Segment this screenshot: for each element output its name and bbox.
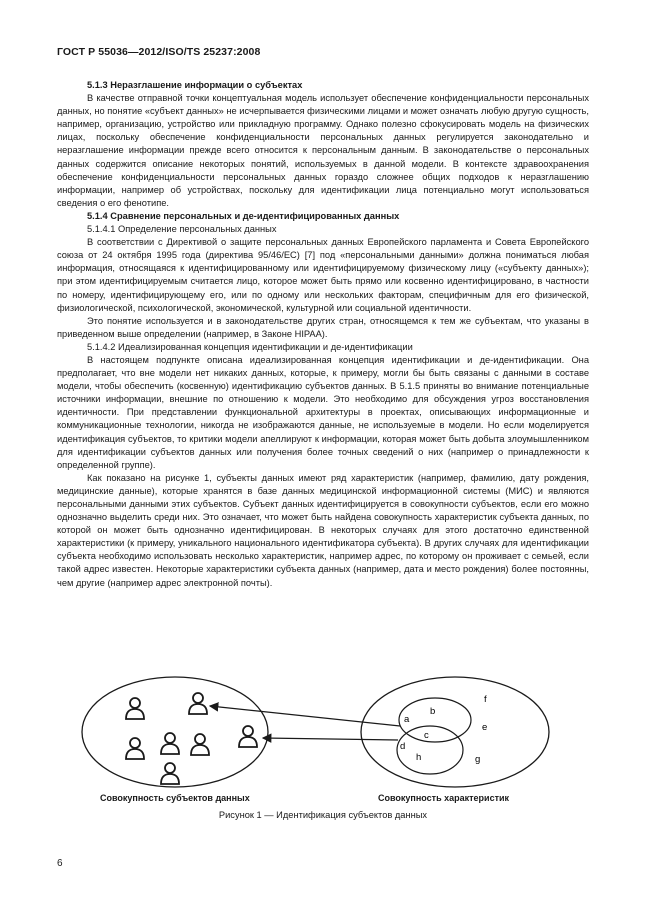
subsection-heading: 5.1.4.1 Определение персональных данных (87, 224, 277, 235)
identification-arrow (263, 738, 398, 740)
body-text (57, 79, 589, 590)
char-label: h (416, 752, 422, 763)
characteristics-subset-1 (399, 698, 471, 742)
person-icon (126, 738, 144, 759)
char-label: e (482, 722, 488, 733)
person-icon (161, 733, 179, 754)
char-label: d (400, 741, 406, 752)
paragraph: В соответствии с Директивой о защите персональных данных Европейского парламента и Совета Европейского союза от 24 октября 1995 года (директива 95/46/ЕС) [7] под «персональными данными» должна пониматься любая информация, относящаяся к идентифицированному или идентифицируемому физическому лицу («субъекту данных»); при этом идентифицируемым считается лицо, которое может быть прямо или косвенно идентифицировано, в частности по номеру, идентифицирующему его, или по одному или нескольких факторам, специфичным для его физической, физиологической, психологической, экономической, культурной или социальной идентичности. (57, 237, 589, 313)
person-icon (126, 698, 144, 719)
person-icon (239, 726, 257, 747)
char-label: c (424, 730, 429, 741)
right-set-label: Совокупность характеристик (378, 793, 510, 803)
figure-caption: Рисунок 1 — Идентификация субъектов данных (218, 810, 428, 820)
page-number: 6 (57, 858, 63, 869)
paragraph: В настоящем подпункте описана идеализированная концепция идентификации и де-идентификации. Она предполагает, что вне модели нет никаких данных, которые, к примеру, могли бы быть связаны с данными в составе модели, чтобы обеспечить (косвенную) идентификацию субъектов данных. В 5.1.5 приняты во внимание потенциальные источники информации, внешние по отношению к модели. Это необходимо для обсуждения угроз восстановления идентичности. При представлении функциональной архитектуры в проектах, описывающих информационные и коммуникационные технологии, никогда не изображаются данные, не используемые в модели. Но если моделируется идентификация субъектов, то критики модели апеллируют к информации, которая может быть добыта злоумышленником для идентификации субъектов данных или получения более точных сведений о них (например о принадлежности к определенной группе). (57, 354, 589, 470)
document-header: ГОСТ Р 55036—2012/ISO/TS 25237:2008 (57, 46, 261, 58)
left-set-label: Совокупность субъектов данных (100, 793, 250, 803)
char-label: b (430, 706, 436, 717)
section-heading: 5.1.4 Сравнение персональных и де-идентифицированных данных (87, 210, 400, 221)
char-label: g (475, 754, 481, 765)
char-label: f (484, 694, 487, 705)
section-heading: 5.1.3 Неразглашение информации о субъектах (87, 80, 303, 90)
person-icon (189, 693, 207, 714)
subsection-heading: 5.1.4.2 Идеализированная концепция идентификации и де-идентификации (87, 341, 413, 352)
identification-arrow (210, 706, 400, 726)
paragraph: Это понятие используется и в законодательстве других стран, относящемся к тем же субъектам, что указаны в приведенном выше определении (например, в Законе HIPAA). (57, 315, 589, 339)
person-icon (191, 734, 209, 755)
characteristics-set (361, 677, 549, 787)
paragraph: Как показано на рисунке 1, субъекты данных имеют ряд характеристик (например, фамилию, дату рождения, медицинские данные), которые хранятся в базе данных медицинской информационной системы (МИС) и являются персональными данными этих субъектов. Субъект данных идентифицируется в совокупности субъектов, если его можно однозначно выделить среди них. Это означает, что может быть найдена совокупность характеристик субъекта данных, по которой он может быть однозначно идентифицирован. В некоторых случаях для этого достаточно единственной характеристики (к примеру, уникального национального идентификатора субъекта). В других случаях для идентификации субъекта необходимо использовать несколько характеристик, например адрес, по которому он проживает с семьей, если такой адрес известен. Некоторые характеристики субъекта данных (например, дата и место рождения) более постоянны, чем другие (например адрес электронной почты). (57, 472, 589, 588)
char-label: a (404, 714, 410, 725)
characteristics-subset-2 (397, 726, 463, 774)
figure-1 (80, 670, 570, 820)
paragraph: В качестве отправной точки концептуальная модель использует обеспечение конфиденциальности персональных данных, но понятие «субъект данных» не исчерпывается физическими лицами и может означать любую другую сущность, например, организацию, устройство или прикладную программу. Однако полезно сфокусировать модель на физических лицах, поскольку обеспечение конфиденциальности персональных данных регулируется законодательно и неразглашение информации прежде всего относится к персональным данным. В законодательстве о персональных данных содержится описание некоторых понятий, используемых в данной модели. В контексте здравоохранения обеспечение конфиденциальности персональных данных гораздо сложнее общих подходов к неразглашению информации, например об устройствах, поскольку для идентификации лица потенциально могут использоваться сведения о его фенотипе. (57, 93, 589, 208)
person-icon (161, 763, 179, 784)
